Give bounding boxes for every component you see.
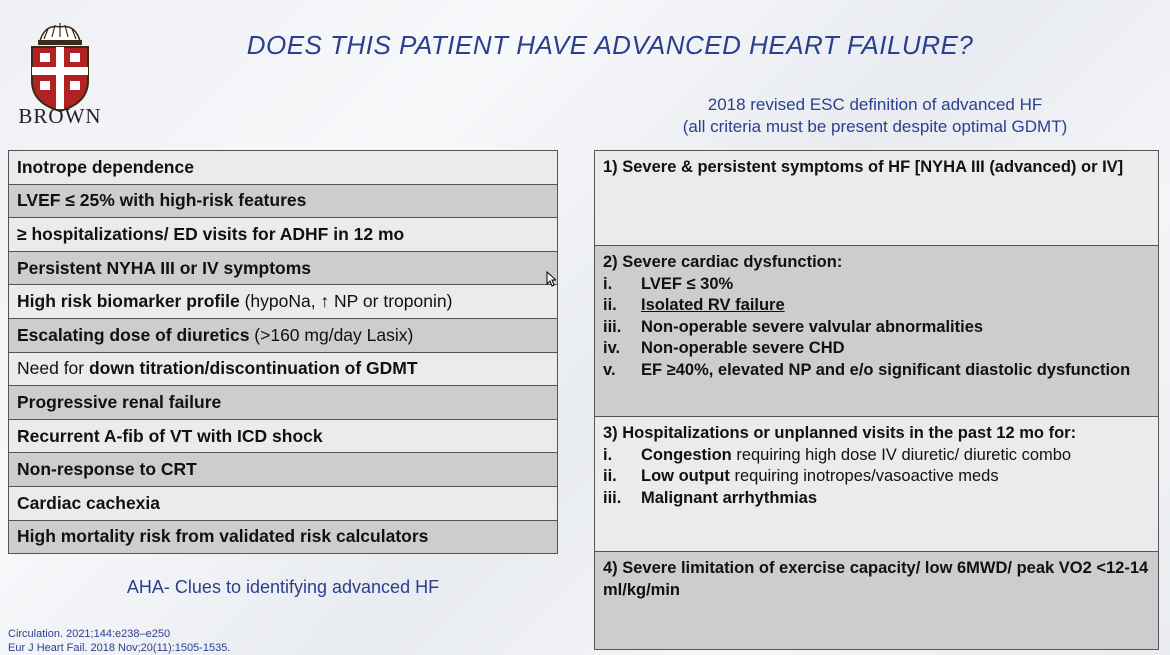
esc-list-text-bold: Congestion <box>641 445 732 464</box>
esc-list-text <box>641 360 1150 382</box>
esc-list-number: ii. <box>603 467 617 485</box>
esc-list-text <box>641 317 1150 339</box>
esc-list-number: i. <box>603 445 613 464</box>
esc-list-item <box>603 466 1150 488</box>
esc-criterion-2-list <box>603 274 1150 382</box>
esc-list-item <box>603 445 1150 467</box>
aha-cell <box>9 184 558 218</box>
esc-list-item <box>603 295 1150 317</box>
esc-criterion-1 <box>595 151 1158 246</box>
esc-list-number: iii. <box>603 317 622 336</box>
esc-criterion-4 <box>595 552 1158 649</box>
aha-cell <box>9 218 558 252</box>
esc-list-number: i. <box>603 274 613 293</box>
aha-row <box>9 520 558 554</box>
aha-cell-detail: (hypoNa, ↑ NP or troponin) <box>239 291 453 312</box>
aha-cell-bold: Persistent NYHA III or IV symptoms <box>17 257 312 278</box>
aha-cell-bold: Escalating dose of diuretics <box>17 324 250 345</box>
esc-criterion-1-title: 1) Severe & persistent symptoms of HF [NYHA III (advanced) or IV] <box>603 158 1124 176</box>
reference-1: Circulation. 2021;144:e238–e250 <box>8 628 171 640</box>
aha-row <box>9 453 558 487</box>
aha-cell <box>9 453 558 487</box>
esc-list-text-main: LVEF ≤ 30% <box>641 274 734 293</box>
esc-list-text-main: Non-operable severe CHD <box>641 339 845 357</box>
esc-list-text <box>641 274 1150 296</box>
aha-row <box>9 386 558 420</box>
esc-list-text-bold: Malignant arrhythmias <box>641 488 818 507</box>
aha-clues-table <box>8 150 558 554</box>
aha-cell-bold: LVEF ≤ 25% with high-risk features <box>17 190 307 211</box>
esc-criterion-2-title: 2) Severe cardiac dysfunction: <box>603 253 843 271</box>
aha-row <box>9 486 558 520</box>
aha-cell-bold: Recurrent A-fib of VT with ICD shock <box>17 425 323 446</box>
aha-cell-bold: High mortality risk from validated risk calculators <box>17 526 429 547</box>
esc-list-text <box>641 488 1150 510</box>
aha-row <box>9 218 558 252</box>
aha-row <box>9 251 558 285</box>
aha-cell-bold: Non-response to CRT <box>17 459 197 480</box>
esc-list-text <box>641 445 1150 467</box>
esc-criterion-3 <box>595 417 1158 552</box>
esc-list-text <box>641 466 1150 488</box>
esc-criterion-2 <box>595 246 1158 417</box>
reference-2: Eur J Heart Fail. 2018 Nov;20(11):1505-1535. <box>8 642 231 654</box>
esc-header-line1: 2018 revised ESC definition of advanced HF <box>707 95 1043 114</box>
esc-list-item <box>603 488 1150 510</box>
aha-row <box>9 151 558 185</box>
esc-criterion-4-title: 4) Severe limitation of exercise capacity/ low 6MWD/ peak VO2 <12-14 ml/kg/min <box>603 559 1149 599</box>
aha-cell-bold: Progressive renal failure <box>17 391 222 412</box>
aha-cell-bold: Cardiac cachexia <box>17 492 161 513</box>
aha-cell <box>9 285 558 319</box>
slide-title: DOES THIS PATIENT HAVE ADVANCED HEART FAILURE? <box>246 30 974 60</box>
logo-wordmark: BROWN <box>18 104 102 128</box>
aha-row <box>9 184 558 218</box>
aha-cell <box>9 352 558 386</box>
esc-criterion-3-title: 3) Hospitalizations or unplanned visits in the past 12 mo for: <box>603 424 1077 442</box>
esc-list-number: iv. <box>603 339 621 357</box>
esc-list-text-detail: requiring high dose IV diuretic/ diuretic combo <box>731 445 1072 464</box>
esc-list-item <box>603 317 1150 339</box>
esc-list-number: v. <box>603 360 616 379</box>
aha-cell-bold: Inotrope dependence <box>17 156 194 177</box>
esc-list-number: ii. <box>603 296 617 314</box>
aha-cell <box>9 520 558 554</box>
aha-row <box>9 318 558 352</box>
esc-list-text-main: Non-operable severe valvular abnormalities <box>641 317 984 336</box>
esc-list-text-detail: requiring inotropes/vasoactive meds <box>729 467 999 485</box>
aha-cell <box>9 318 558 352</box>
aha-cell <box>9 151 558 185</box>
esc-list-item <box>603 274 1150 296</box>
esc-header-line2: (all criteria must be present despite optimal GDMT) <box>682 117 1068 136</box>
mouse-pointer-icon <box>546 271 556 287</box>
aha-cell <box>9 386 558 420</box>
aha-row <box>9 419 558 453</box>
aha-row <box>9 352 558 386</box>
esc-list-item <box>603 338 1150 360</box>
esc-list-text-bold: Low output <box>641 467 730 485</box>
esc-list-text-main: Isolated RV failure <box>641 296 785 314</box>
aha-cell-bold: ≥ hospitalizations/ ED visits for ADHF in 12 mo <box>17 223 405 244</box>
aha-cell-bold: High risk biomarker profile <box>17 291 240 312</box>
aha-cell <box>9 251 558 285</box>
esc-list-item <box>603 360 1150 382</box>
aha-cell <box>9 486 558 520</box>
aha-row <box>9 285 558 319</box>
esc-criterion-3-list <box>603 445 1150 510</box>
esc-header <box>595 94 1155 138</box>
aha-cell-prefix: Need for <box>17 358 89 379</box>
esc-list-number: iii. <box>603 488 622 507</box>
aha-cell-bold: down titration/discontinuation of GDMT <box>88 358 418 379</box>
references <box>8 627 230 655</box>
esc-list-text <box>641 338 1150 360</box>
aha-caption: AHA- Clues to identifying advanced HF <box>126 577 440 597</box>
aha-cell-detail: (>160 mg/day Lasix) <box>249 324 414 345</box>
aha-cell <box>9 419 558 453</box>
esc-list-text-main: EF ≥40%, elevated NP and e/o significant diastolic dysfunction <box>641 360 1131 379</box>
esc-list-text <box>641 295 1150 317</box>
esc-criteria-table <box>594 150 1159 650</box>
